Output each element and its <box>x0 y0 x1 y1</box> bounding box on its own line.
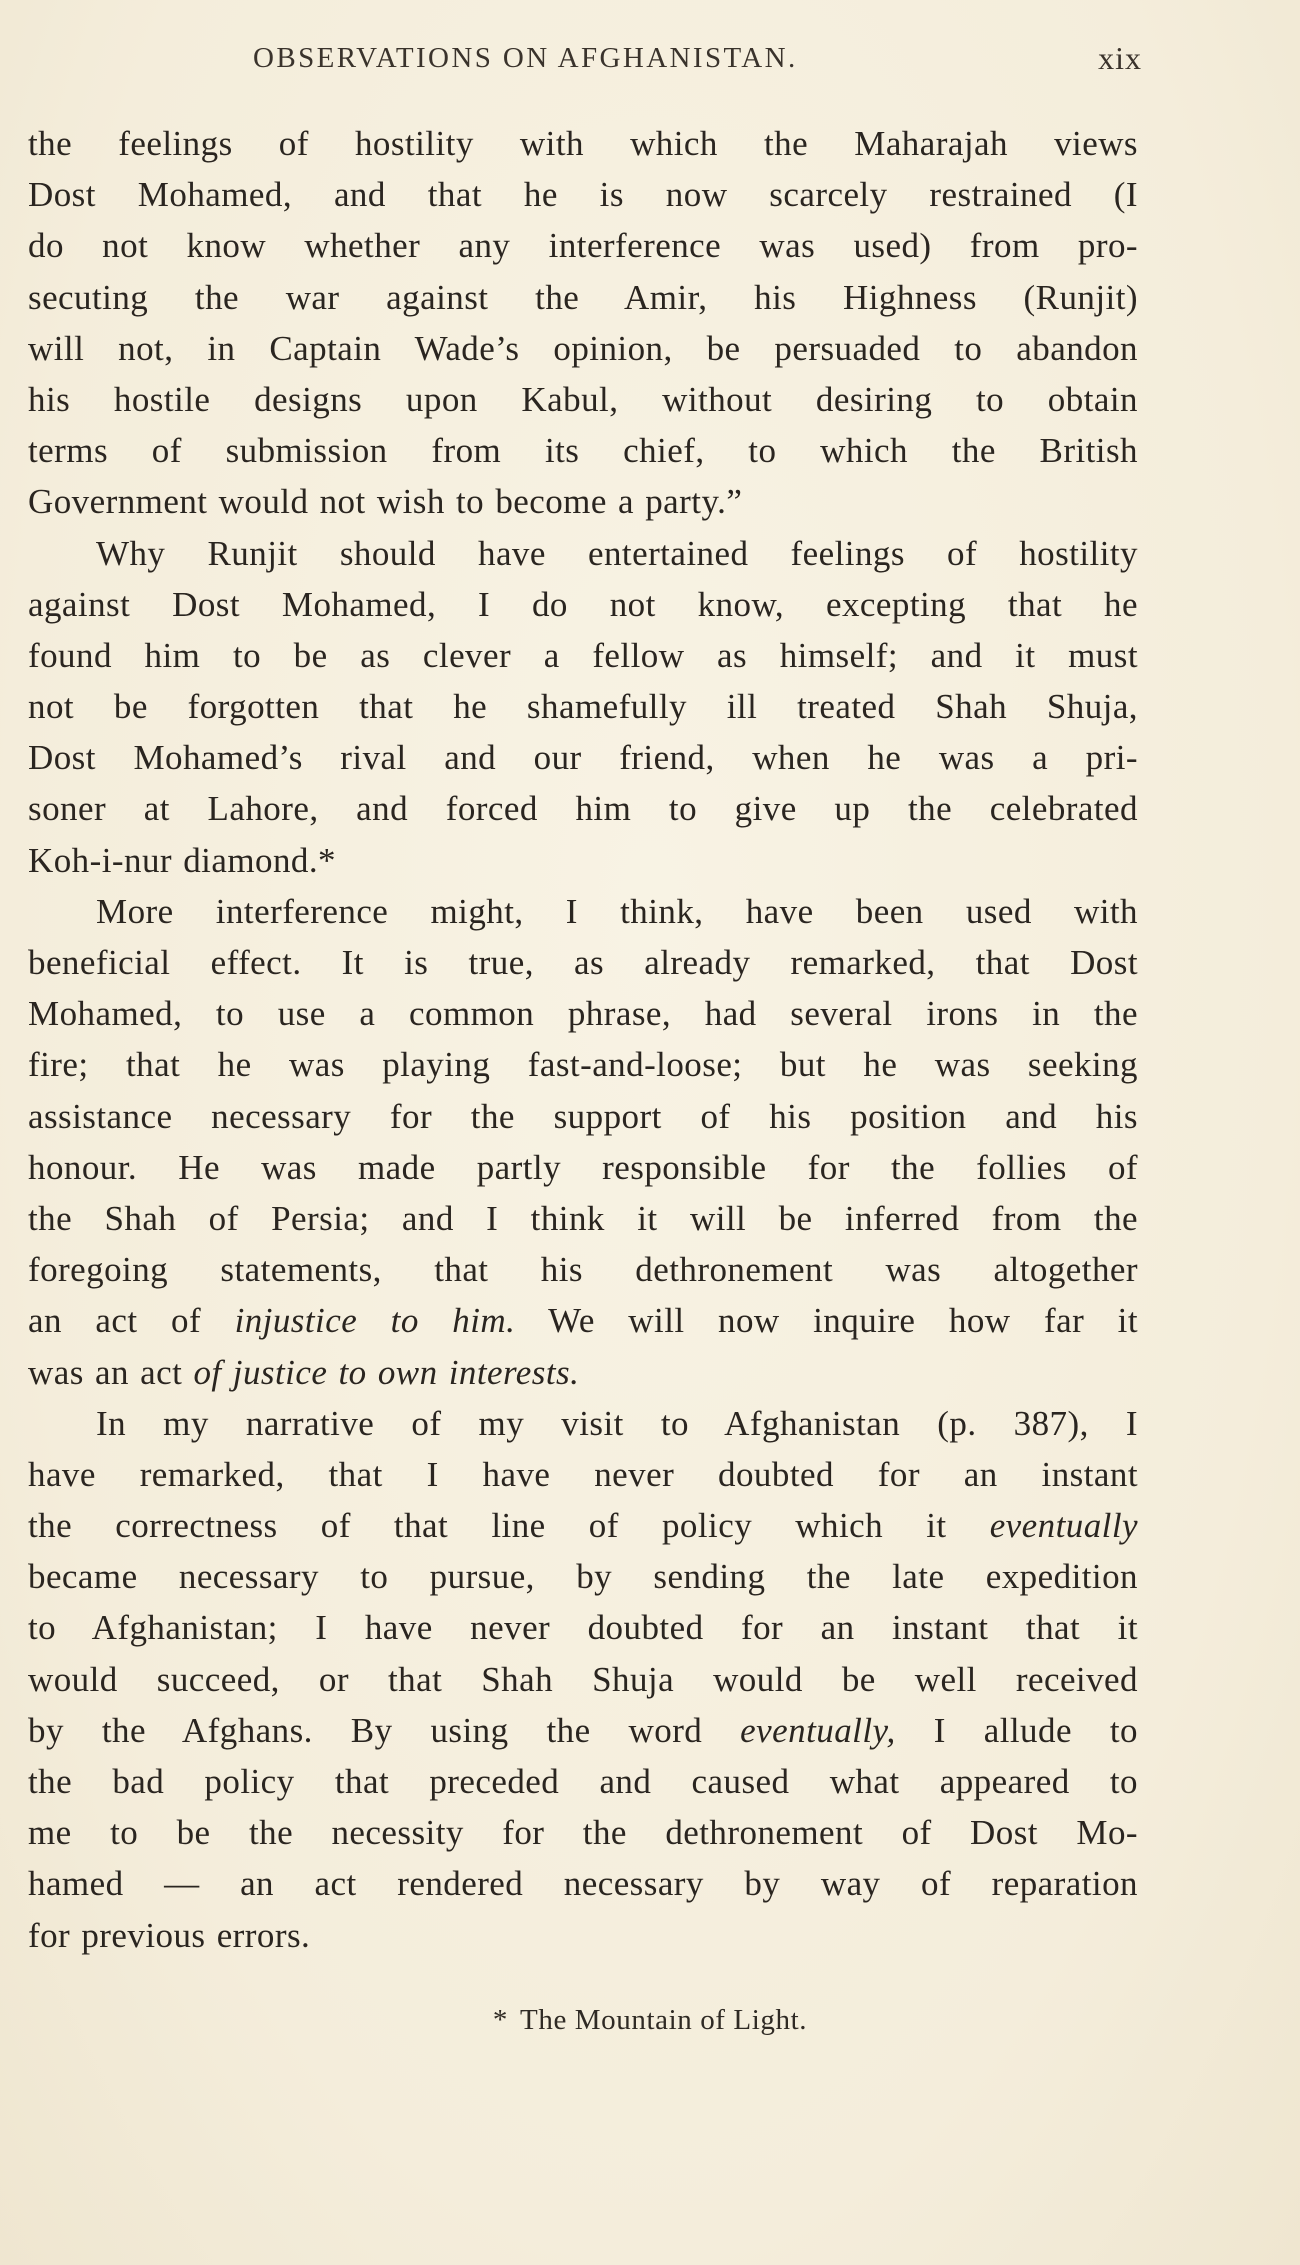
text-run: the bad policy that preceded and caused what appeared to <box>28 1762 1138 1801</box>
text-line <box>28 732 1138 783</box>
text-run: More interference might, I think, have been used with <box>96 891 1138 931</box>
footnote-marker: * <box>492 2004 509 2036</box>
italic-text: injustice to him. <box>234 1301 516 1341</box>
footnote <box>0 2004 1300 2037</box>
body-text <box>28 118 1138 1961</box>
text-line <box>28 681 1138 732</box>
text-run: secuting the war against the Amir, his Highness (Runjit) <box>28 277 1138 317</box>
text-run: would succeed, or that Shah Shuja would be well received <box>28 1659 1138 1699</box>
text-line <box>28 118 1138 169</box>
italic-text: eventually, <box>740 1710 896 1750</box>
text-run: In my narrative of my visit to Afghanistan (p. 387), I <box>96 1403 1138 1443</box>
italic-text: eventually <box>989 1506 1138 1546</box>
text-run: not be forgotten that he shamefully ill treated Shah Shuja, <box>28 687 1138 727</box>
text-run: to Afghanistan; I have never doubted for an instant that it <box>28 1608 1138 1648</box>
text-run: his hostile designs upon Kabul, without desiring to obtain <box>28 379 1138 419</box>
text-line <box>28 1449 1138 1500</box>
text-line <box>28 272 1138 323</box>
text-line <box>28 528 1138 579</box>
text-run: by the Afghans. By using the word <box>28 1710 741 1750</box>
text-run: beneficial effect. It is true, as already remarked, that Dost <box>28 943 1138 982</box>
text-run: We will now inquire how far it <box>515 1301 1138 1341</box>
text-line <box>28 783 1138 834</box>
text-line <box>28 1705 1138 1756</box>
text-run: the Shah of Persia; and I think it will be inferred from the <box>28 1198 1138 1238</box>
text-line <box>28 1347 1138 1398</box>
text-line <box>28 1193 1138 1244</box>
text-run: honour. He was made partly responsible for the follies of <box>28 1147 1138 1187</box>
text-run: fire; that he was playing fast-and-loose; but he was seeking <box>28 1045 1138 1085</box>
text-run: Dost Mohamed, and that he is now scarcely restrained (I <box>28 175 1138 215</box>
text-run: Koh-i-nur diamond.* <box>28 840 336 880</box>
text-line <box>28 425 1138 476</box>
text-line <box>28 323 1138 374</box>
paragraph <box>28 1398 1138 1961</box>
text-line <box>28 1756 1138 1807</box>
text-line <box>28 1142 1138 1193</box>
text-run: me to be the necessity for the dethronement of Dost Mo- <box>28 1813 1138 1853</box>
text-run: do not know whether any interference was used) from pro- <box>28 226 1138 266</box>
text-line <box>28 1654 1138 1705</box>
text-run: against Dost Mohamed, I do not know, excepting that he <box>28 584 1138 624</box>
text-line <box>28 1500 1138 1551</box>
text-run: Dost Mohamed’s rival and our friend, when he was a pri- <box>28 738 1138 778</box>
text-line <box>28 886 1138 937</box>
text-run: an act of <box>28 1301 235 1341</box>
text-run: will not, in Captain Wade’s opinion, be persuaded to abandon <box>28 328 1138 368</box>
text-line <box>28 579 1138 630</box>
text-line <box>28 937 1138 988</box>
text-line <box>28 1602 1138 1653</box>
text-run: Mohamed, to use a common phrase, had several irons in the <box>28 994 1138 1034</box>
text-run: for previous errors. <box>28 1915 311 1955</box>
text-run: I allude to <box>895 1710 1138 1750</box>
text-line <box>28 630 1138 681</box>
text-line <box>28 1244 1138 1295</box>
text-run: became necessary to pursue, by sending the late expedition <box>28 1557 1138 1597</box>
paragraph <box>28 886 1138 1398</box>
text-line <box>28 1551 1138 1602</box>
text-run: the correctness of that line of policy which it <box>28 1506 990 1546</box>
text-line <box>28 1295 1138 1346</box>
text-run: foregoing statements, that his dethronement was altogether <box>28 1250 1138 1290</box>
text-line <box>28 476 1138 527</box>
running-title: OBSERVATIONS ON AFGHANISTAN. <box>253 42 798 74</box>
text-run: soner at Lahore, and forced him to give up the celebrated <box>28 789 1138 829</box>
text-line <box>28 988 1138 1039</box>
text-line <box>28 1039 1138 1090</box>
italic-text: of justice to own interests. <box>193 1352 580 1392</box>
text-run: hamed — an act rendered necessary by way of reparation <box>28 1864 1138 1904</box>
text-line <box>28 1807 1138 1858</box>
text-run: assistance necessary for the support of his position and his <box>28 1096 1138 1136</box>
text-run: Why Runjit should have entertained feelings of hostility <box>96 533 1138 573</box>
paragraph <box>28 528 1138 886</box>
text-line <box>28 1858 1138 1909</box>
text-run: was an act <box>28 1352 194 1392</box>
text-line <box>28 1398 1138 1449</box>
text-line <box>28 1910 1138 1961</box>
text-run: terms of submission from its chief, to which the British <box>28 431 1138 471</box>
text-line <box>28 1091 1138 1142</box>
text-line <box>28 169 1138 220</box>
text-line <box>28 374 1138 425</box>
text-run: Government would not wish to become a party.” <box>28 482 743 522</box>
text-line <box>28 220 1138 271</box>
text-run: found him to be as clever a fellow as himself; and it must <box>28 635 1138 675</box>
running-head <box>28 36 1142 86</box>
text-run: have remarked, that I have never doubted for an instant <box>28 1454 1138 1494</box>
footnote-text: The Mountain of Light. <box>520 2004 808 2036</box>
page-number: xix <box>1098 40 1142 76</box>
text-line <box>28 835 1138 886</box>
paragraph <box>28 118 1138 528</box>
text-run: the feelings of hostility with which the Maharajah views <box>28 124 1138 163</box>
